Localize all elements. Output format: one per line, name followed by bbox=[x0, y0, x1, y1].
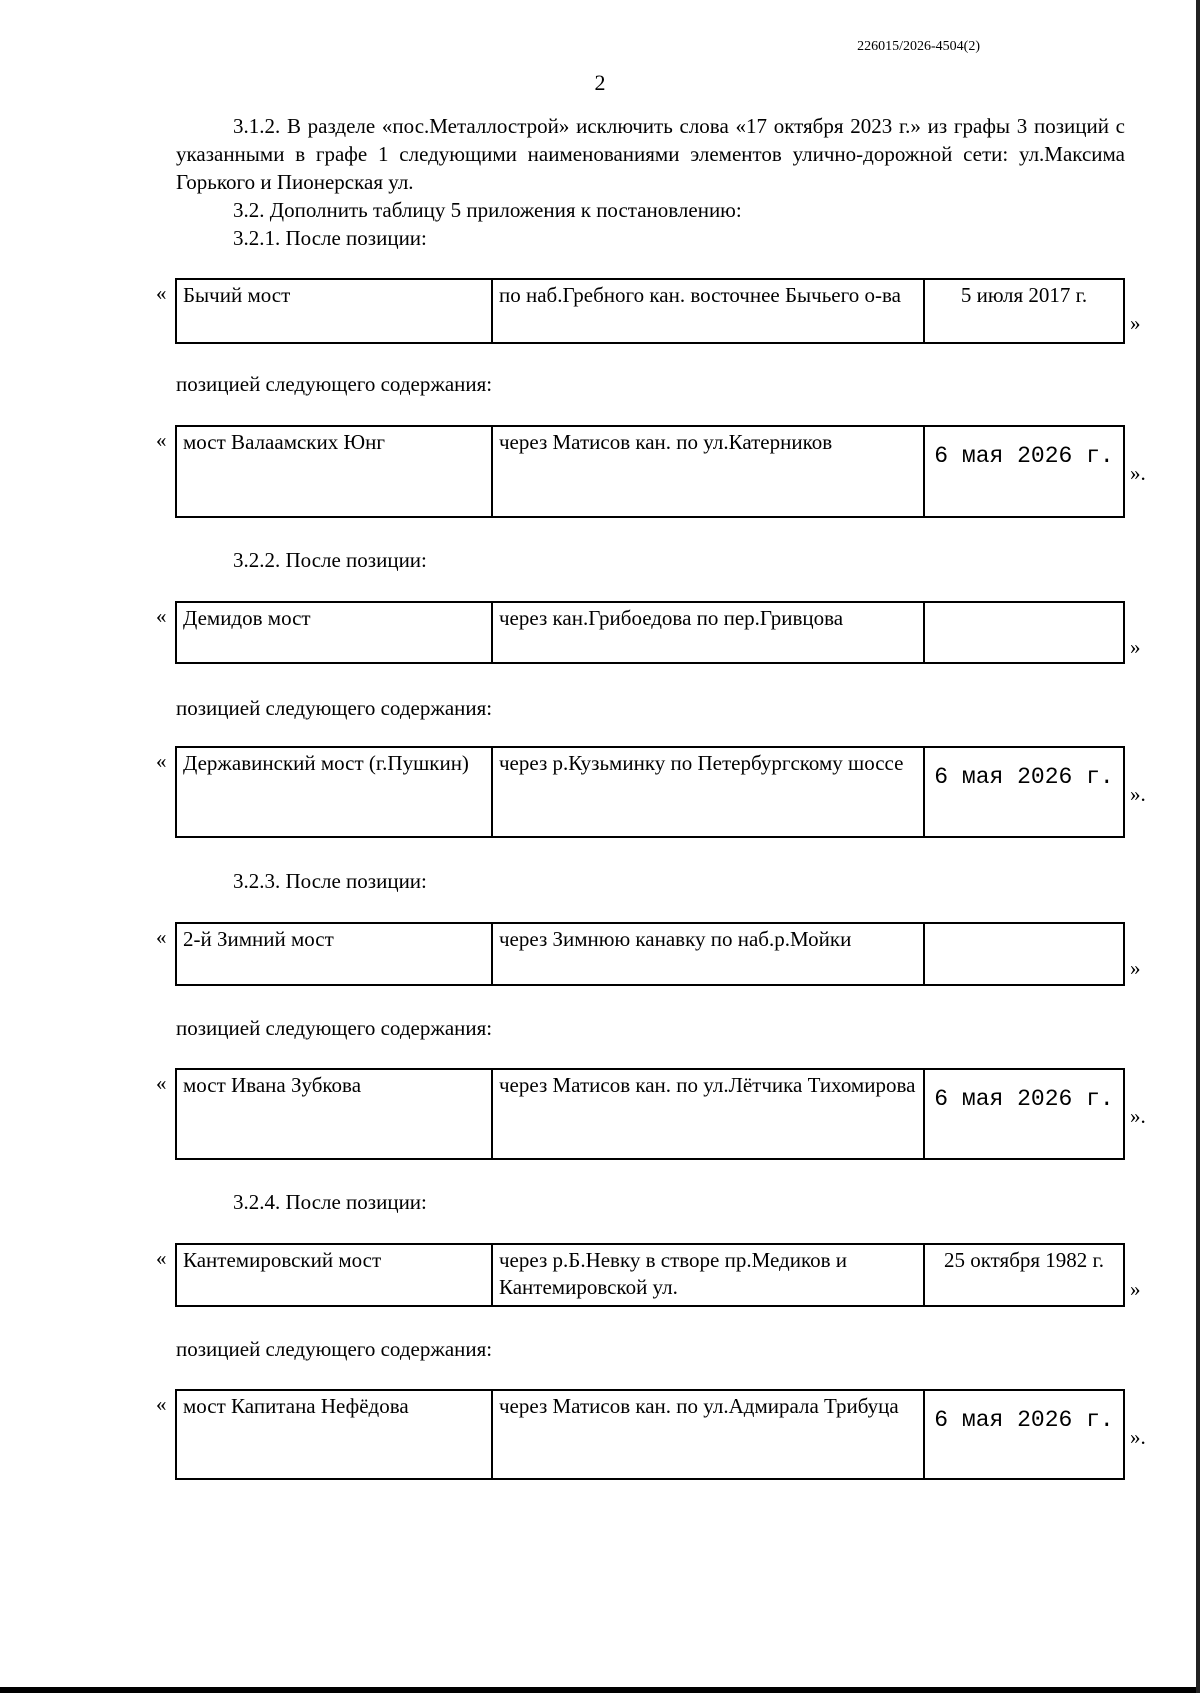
cell-bridge-date: 6 мая 2026 г. bbox=[934, 1086, 1114, 1112]
paragraph-new-position-1: позицией следующего содержания: bbox=[176, 372, 493, 396]
scan-bottom-edge bbox=[0, 1687, 1200, 1693]
cell-bridge-date: 5 июля 2017 г. bbox=[960, 283, 1088, 307]
cell-bridge-name: Державинский мост (г.Пушкин) bbox=[177, 748, 493, 836]
opening-quote: « bbox=[156, 428, 167, 452]
closing-quote-with-period: ». bbox=[1130, 1104, 1146, 1128]
cell-bridge-name: Кантемировский мост bbox=[177, 1245, 493, 1305]
paragraph-3-2-1: 3.2.1. После позиции: bbox=[233, 226, 427, 250]
closing-quote-with-period: ». bbox=[1130, 1425, 1146, 1449]
closing-quote: » bbox=[1130, 311, 1141, 335]
scan-right-edge bbox=[1196, 0, 1200, 1693]
paragraph-3-2-4: 3.2.4. После позиции: bbox=[233, 1190, 427, 1214]
cell-bridge-name: Бычий мост bbox=[177, 280, 493, 342]
cell-bridge-location: через Матисов кан. по ул.Катерников bbox=[493, 427, 925, 516]
document-number: 226015/2026-4504(2) bbox=[857, 39, 980, 54]
opening-quote: « bbox=[156, 1071, 167, 1095]
cell-bridge-date: 25 октября 1982 г. bbox=[943, 1248, 1105, 1272]
cell-bridge-location: через Зимнюю канавку по наб.р.Мойки bbox=[493, 924, 925, 984]
cell-bridge-date: 6 мая 2026 г. bbox=[934, 764, 1114, 790]
closing-quote: » bbox=[1130, 635, 1141, 659]
table-position-byčij-most bbox=[156, 278, 1141, 344]
cell-bridge-name: 2-й Зимний мост bbox=[177, 924, 493, 984]
paragraph-3-2-2: 3.2.2. После позиции: bbox=[233, 548, 427, 572]
closing-quote-with-period: ». bbox=[1130, 461, 1146, 485]
closing-quote: » bbox=[1130, 1277, 1141, 1301]
paragraph-new-position-3: позицией следующего содержания: bbox=[176, 1016, 493, 1040]
opening-quote: « bbox=[156, 925, 167, 949]
cell-bridge-name: Демидов мост bbox=[177, 603, 493, 662]
closing-quote: » bbox=[1130, 956, 1141, 980]
paragraph-new-position-2: позицией следующего содержания: bbox=[176, 696, 493, 720]
cell-bridge-location: через Матисов кан. по ул.Адмирала Трибуца bbox=[493, 1391, 925, 1478]
cell-bridge-date: 6 мая 2026 г. bbox=[934, 443, 1114, 469]
cell-bridge-location: через р.Кузьминку по Петербургскому шоссе bbox=[493, 748, 925, 836]
cell-bridge-name: мост Ивана Зубкова bbox=[177, 1070, 493, 1158]
cell-bridge-date: 6 мая 2026 г. bbox=[934, 1407, 1114, 1433]
cell-bridge-location: через кан.Грибоедова по пер.Гривцова bbox=[493, 603, 925, 662]
cell-bridge-name: мост Капитана Нефёдова bbox=[177, 1391, 493, 1478]
opening-quote: « bbox=[156, 604, 167, 628]
cell-bridge-date bbox=[925, 924, 1123, 984]
table-position-derzhavinsky-most bbox=[156, 746, 1146, 838]
table-position-kantemirovsky-most bbox=[156, 1243, 1141, 1307]
page-number: 2 bbox=[594, 70, 606, 95]
paragraph-new-position-4: позицией следующего содержания: bbox=[176, 1337, 493, 1361]
closing-quote-with-period: ». bbox=[1130, 782, 1146, 806]
cell-bridge-date bbox=[925, 603, 1123, 662]
paragraph-3-2: 3.2. Дополнить таблицу 5 приложения к постановлению: bbox=[233, 198, 742, 222]
table-position-ivana-zubkova bbox=[156, 1068, 1146, 1160]
cell-bridge-name: мост Валаамских Юнг bbox=[177, 427, 493, 516]
opening-quote: « bbox=[156, 1392, 167, 1416]
table-position-valaamskih-yung bbox=[156, 425, 1146, 518]
table-position-kapitana-nefyodova bbox=[156, 1389, 1146, 1480]
opening-quote: « bbox=[156, 281, 167, 305]
cell-bridge-location: через Матисов кан. по ул.Лётчика Тихомирова bbox=[493, 1070, 925, 1158]
opening-quote: « bbox=[156, 749, 167, 773]
cell-bridge-location: по наб.Гребного кан. восточнее Бычьего о-ва bbox=[493, 280, 925, 342]
table-position-2-zimny-most bbox=[156, 922, 1141, 986]
cell-bridge-location: через р.Б.Невку в створе пр.Медиков и Кантемировской ул. bbox=[493, 1245, 925, 1305]
opening-quote: « bbox=[156, 1246, 167, 1270]
table-position-demidov-most bbox=[156, 601, 1141, 664]
paragraph-3-1-2: 3.1.2. В разделе «пос.Металлострой» исключить слова «17 октября 2023 г.» из графы 3 позиций с указанными в графе 1 следующими наименованиями элементов улично-дорожной сети: ул.Максима Горького и Пионерская ул. bbox=[176, 114, 1125, 194]
paragraph-3-2-3: 3.2.3. После позиции: bbox=[233, 869, 427, 893]
